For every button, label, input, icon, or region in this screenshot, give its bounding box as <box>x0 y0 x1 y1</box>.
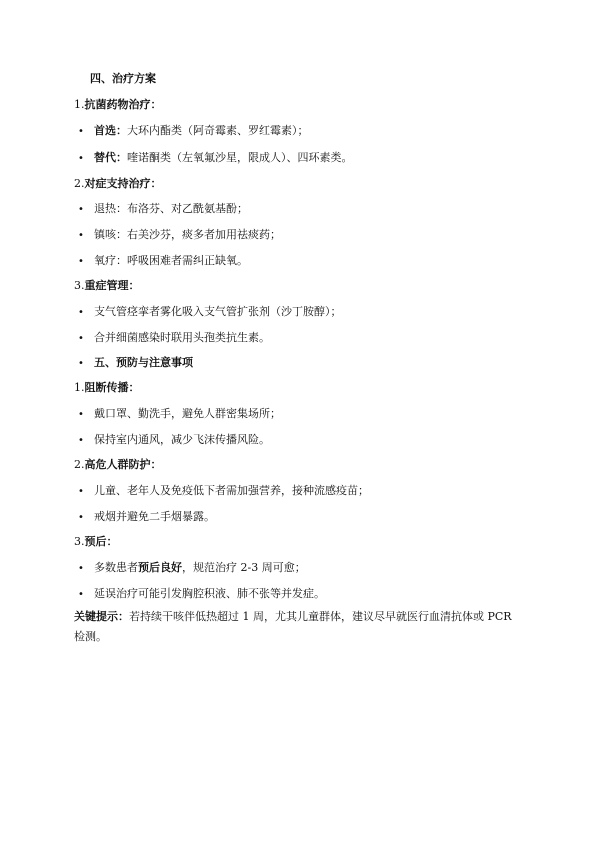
list-item <box>78 587 325 602</box>
bullet-icon: • <box>78 486 84 497</box>
section-4-heading: 四、治疗方案 <box>90 72 156 85</box>
bullet-icon: • <box>78 333 84 344</box>
section-4-3-heading <box>74 279 140 293</box>
list-item <box>78 124 309 139</box>
item-emphasis: 预后良好 <box>138 561 182 574</box>
item-text: 保持室内通风，减少飞沫传播风险。 <box>94 433 270 446</box>
heading-label: 预后： <box>84 535 118 548</box>
bullet-icon: • <box>78 153 84 164</box>
list-item <box>78 433 270 448</box>
bullet-icon: • <box>78 230 84 241</box>
section-4-2-heading <box>74 177 162 191</box>
section-5-1-heading <box>74 381 140 395</box>
list-item <box>78 305 342 320</box>
heading-number: 2. <box>74 177 85 190</box>
list-item <box>78 484 369 499</box>
item-text: 儿童、老年人及免疫低下者需加强营养，接种流感疫苗； <box>94 484 369 497</box>
item-text: 大环内酯类（阿奇霉素、罗红霉素）； <box>127 124 309 137</box>
section-5-heading <box>78 356 193 371</box>
item-text: 退热：布洛芬、对乙酰氨基酚； <box>94 202 248 215</box>
list-item <box>78 228 281 243</box>
bullet-icon: • <box>78 358 84 369</box>
key-note-label: 关键提示： <box>74 610 129 623</box>
item-text: ，规范治疗 2-3 周可愈； <box>182 561 306 574</box>
list-item <box>78 561 306 576</box>
list-item <box>78 151 353 166</box>
heading-number: 1. <box>74 98 85 111</box>
bullet-icon: • <box>78 256 84 267</box>
list-item <box>78 202 248 217</box>
key-note <box>74 607 514 647</box>
item-text: 戴口罩、勤洗手，避免人群密集场所； <box>94 407 281 420</box>
heading-label: 阻断传播： <box>84 381 140 394</box>
list-item <box>78 407 281 422</box>
bullet-icon: • <box>78 563 84 574</box>
heading-number: 2. <box>74 458 85 471</box>
item-text: 镇咳：右美沙芬，痰多者加用祛痰药； <box>94 228 281 241</box>
item-text: 戒烟并避免二手烟暴露。 <box>94 510 215 523</box>
heading-label: 高危人群防护： <box>84 458 162 471</box>
item-text: 合并细菌感染时联用头孢类抗生素。 <box>94 331 270 344</box>
bullet-icon: • <box>78 409 84 420</box>
item-text: 氧疗：呼吸困难者需纠正缺氧。 <box>94 254 248 267</box>
section-4-1-heading <box>74 98 162 112</box>
list-item <box>78 510 215 525</box>
heading-number: 1. <box>74 381 85 394</box>
item-text: 支气管痉挛者雾化吸入支气管扩张剂（沙丁胺醇）； <box>94 305 342 318</box>
item-text: 喹诺酮类（左氧氟沙星，限成人）、四环素类。 <box>127 151 353 164</box>
bullet-icon: • <box>78 435 84 446</box>
bullet-icon: • <box>78 204 84 215</box>
list-item <box>78 254 248 269</box>
heading-label: 对症支持治疗： <box>84 177 162 190</box>
bullet-icon: • <box>78 589 84 600</box>
bullet-icon: • <box>78 512 84 523</box>
item-label: 首选： <box>94 124 127 137</box>
item-label: 替代： <box>94 151 127 164</box>
item-text-prefix: 多数患者 <box>94 561 138 574</box>
list-item <box>78 331 270 346</box>
item-text: 延误治疗可能引发胸腔积液、肺不张等并发症。 <box>94 587 325 600</box>
heading-number: 3. <box>74 535 85 548</box>
heading-number: 3. <box>74 279 85 292</box>
bullet-icon: • <box>78 307 84 318</box>
bullet-icon: • <box>78 126 84 137</box>
key-note-text: 若持续干咳伴低热超过 1 周，尤其儿童群体，建议尽早就医行血清抗体或 PCR 检测。 <box>74 610 512 643</box>
heading-label: 重症管理： <box>84 279 140 292</box>
section-5-2-heading <box>74 458 162 472</box>
section-5-3-heading <box>74 535 118 549</box>
heading-label: 抗菌药物治疗： <box>84 98 162 111</box>
section-5-title: 五、预防与注意事项 <box>94 356 193 369</box>
